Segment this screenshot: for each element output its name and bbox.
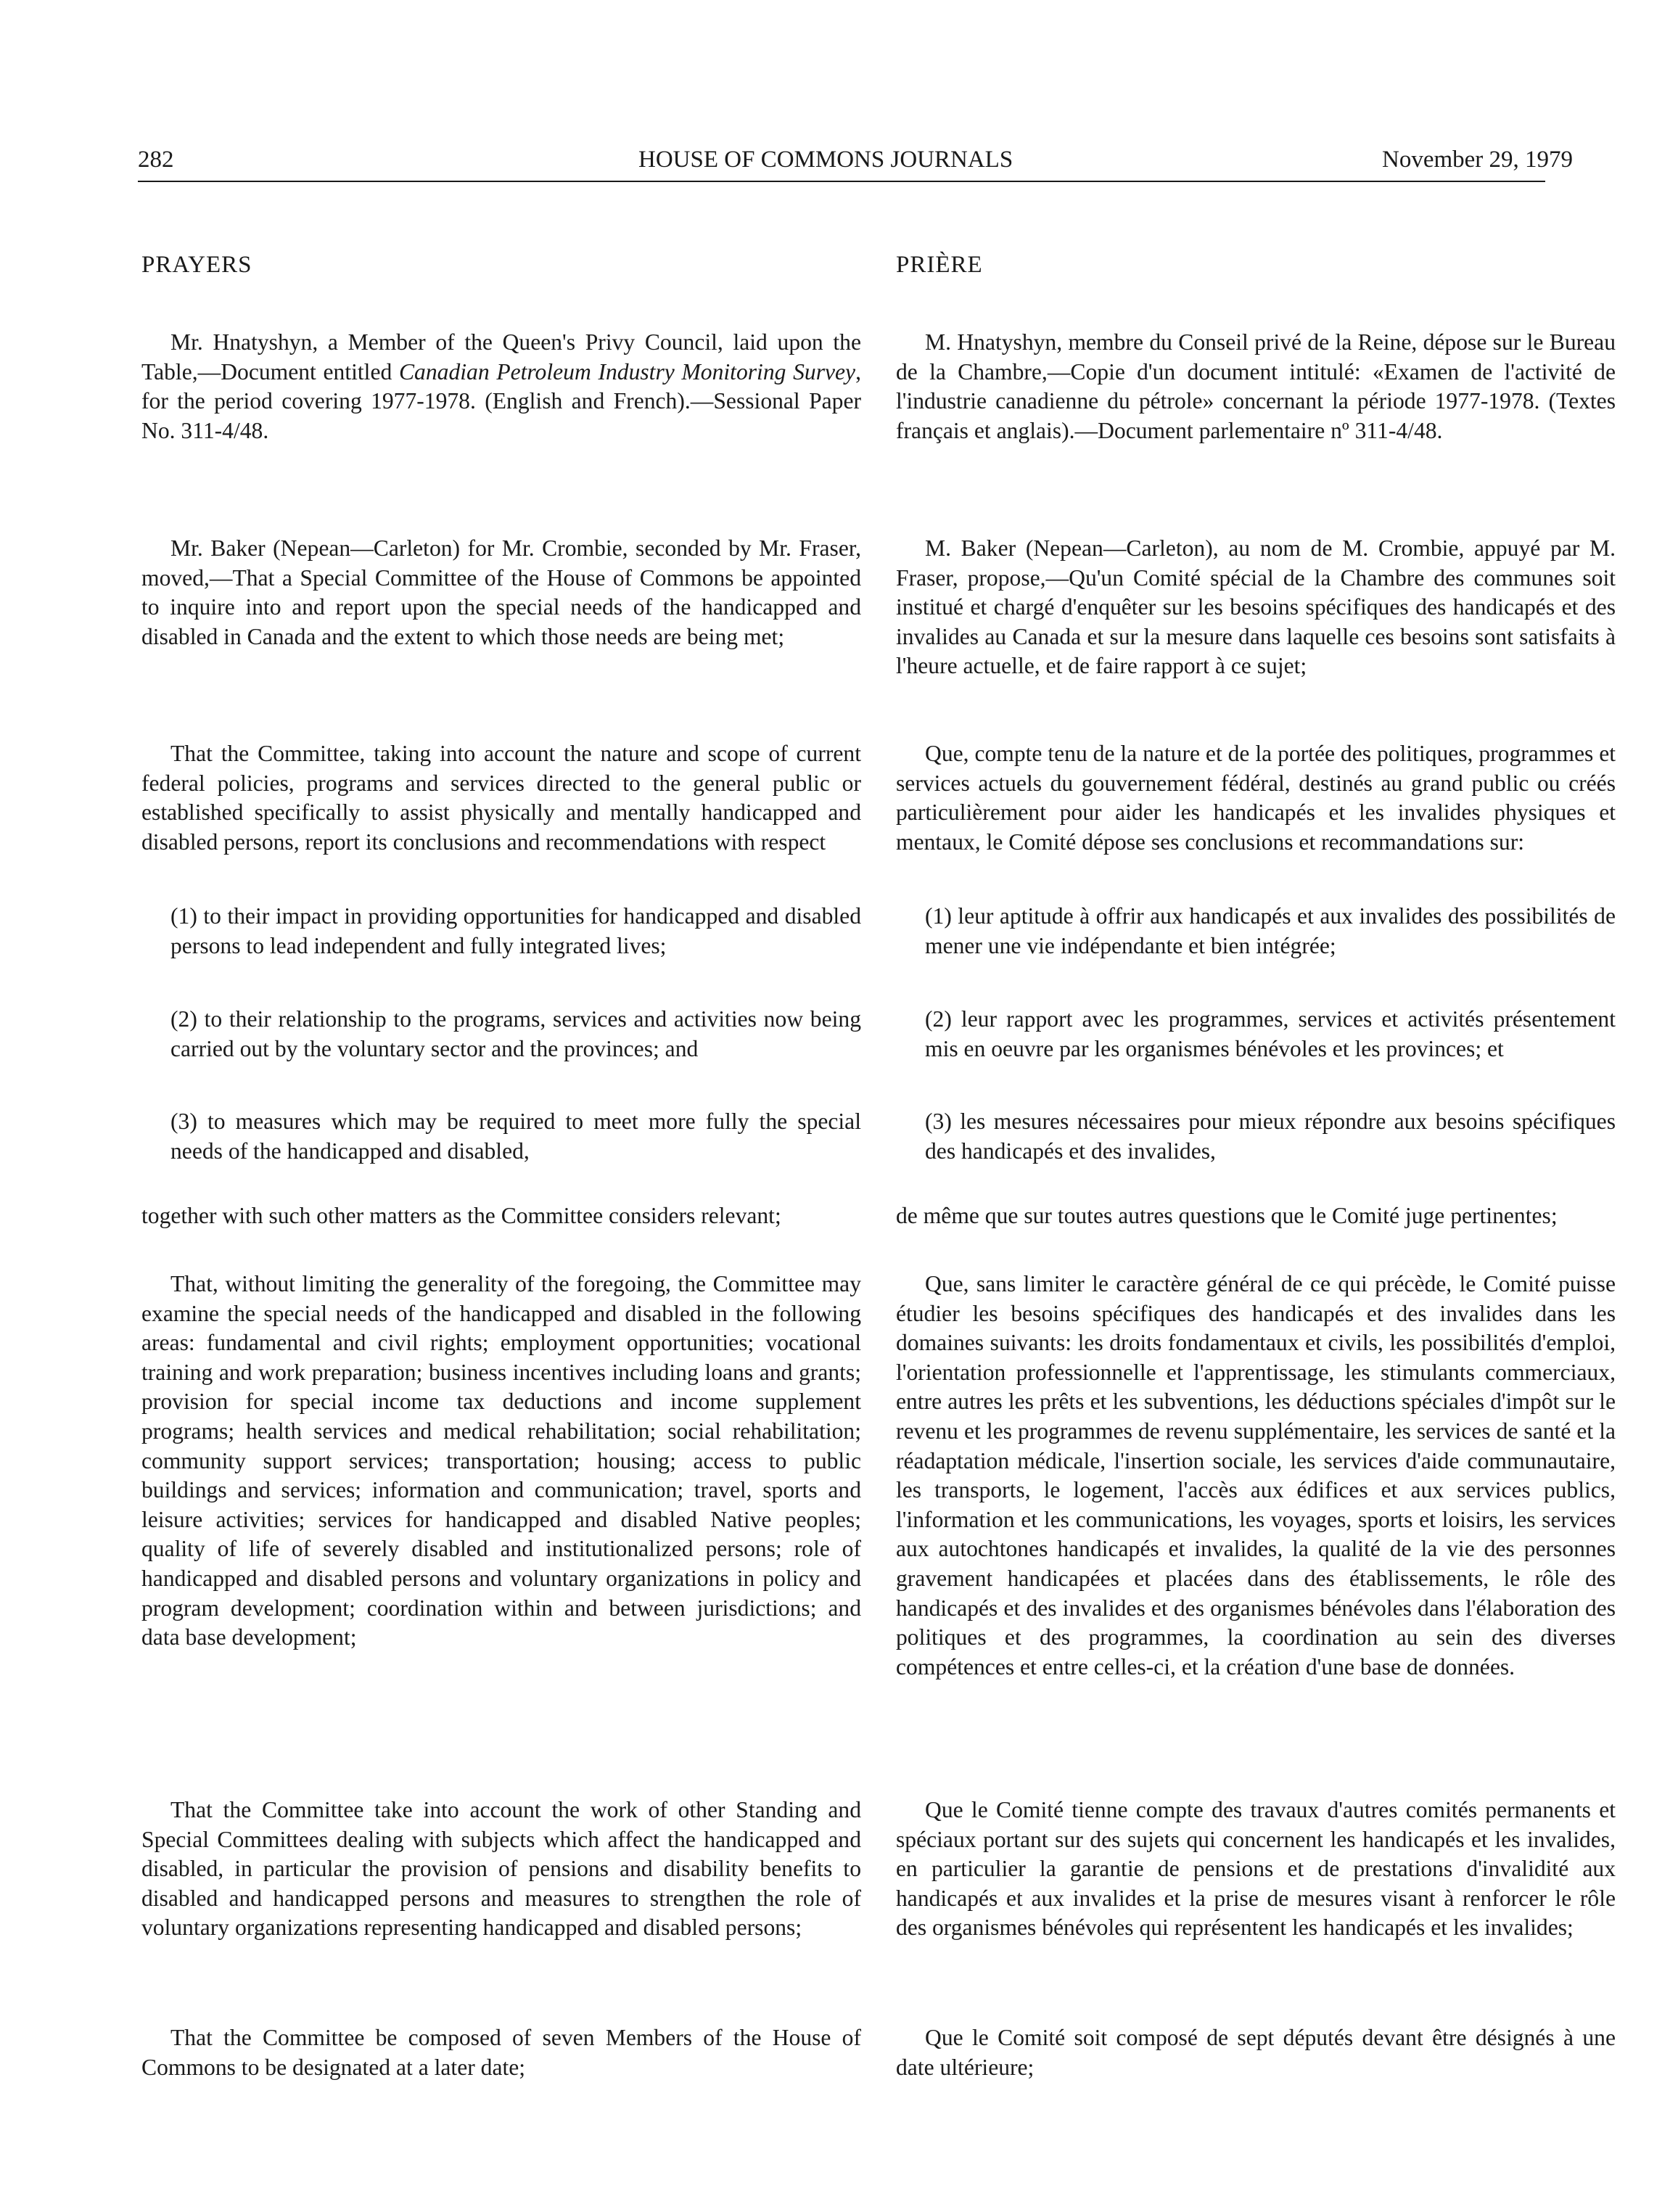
- header-rule: [138, 181, 1545, 182]
- english-composition-paragraph: That the Committee be composed of seven Members of the House of Commons to be designated at a later date;: [141, 2025, 861, 2080]
- english-work-paragraph: That the Committee take into account the work of other Standing and Special Committees dealing with subjects which affect the handicapped and disabled, in particular the provision of pensions and disability benefits to disabled and handicapped persons and measures to strengthen the role of voluntary organizations representing handicapped and disabled persons;: [141, 1797, 861, 1941]
- french-motion-paragraph: M. Baker (Nepean—Carleton), au nom de M. Crombie, appuyé par M. Fraser, propose,—Qu'un Comité spécial de la Chambre des communes soit institué et chargé d'enquêter sur les besoins spécifiques des handicapés et des invalides au Canada et sur la mesure dans laquelle ces besoins sont satisfaits à l'heure actuelle, et de faire rapport à ce sujet;: [896, 535, 1616, 679]
- tabling-text-end: , for the period covering 1977-1978. (English and French).—Sessional Paper No. 311-4/48.: [141, 358, 861, 443]
- french-composition-paragraph: Que le Comité soit composé de sept députés devant être désignés à une date ultérieure;: [896, 2025, 1616, 2080]
- french-work-paragraph: Que le Comité tienne compte des travaux d'autres comités permanents et spéciaux portant sur des sujets qui concernent les handicapés et les invalides, en particulier la garantie de pensions et de prestations d'invalidité aux handicapés et aux invalides et la prise de mesures visant à renforcer le rôle des organismes bénévoles qui représentent les handicapés et les invalides;: [896, 1797, 1616, 1941]
- french-heading: PRIÈRE: [896, 252, 983, 278]
- english-committee-paragraph: That the Committee, taking into account the nature and scope of current federal policies, programs and services directed to the general public or established specifically to assist physically and mentally handicapped and disabled persons, report its conclusions and recommendations with respect: [141, 741, 861, 855]
- french-tabling-paragraph: M. Hnatyshyn, membre du Conseil privé de la Reine, dépose sur le Bureau de la Chambre,—Copie d'un document intitulé: «Examen de l'activité de l'industrie canadienne du pétrole» concernant la période 1977-1978. (Textes français et anglais).—Document parlementaire nº 311-4/48.: [896, 329, 1616, 443]
- english-heading: PRAYERS: [141, 252, 252, 278]
- english-motion-paragraph: Mr. Baker (Nepean—Carleton) for Mr. Crombie, seconded by Mr. Fraser, moved,—That a Special Committee of the House of Commons be appointed to inquire into and report upon the special needs of the handicapped and disabled in Canada and the extent to which those needs are being met;: [141, 535, 861, 649]
- english-item-2: (2) to their relationship to the programs, services and activities now being carried out by the voluntary sector and the provinces; and: [170, 1006, 861, 1061]
- document-title: Canadian Petroleum Industry Monitoring Survey: [398, 358, 856, 385]
- journal-title: HOUSE OF COMMONS JOURNALS: [638, 147, 1013, 173]
- tabling-text-start: Mr. Hnatyshyn, a Member of the Queen's Privy Council, laid upon the Table,—Document entitled: [141, 329, 861, 385]
- french-together-paragraph: de même que sur toutes autres questions que le Comité juge pertinentes;: [896, 1203, 1558, 1228]
- french-item-3: (3) les mesures nécessaires pour mieux répondre aux besoins spécifiques des handicapés et des invalides,: [925, 1109, 1616, 1164]
- english-together-paragraph: together with such other matters as the Committee considers relevant;: [141, 1203, 781, 1228]
- page-number: 282: [138, 147, 174, 173]
- header-date: November 29, 1979: [1382, 147, 1574, 173]
- french-item-1: (1) leur aptitude à offrir aux handicapés et aux invalides des possibilités de mener une vie indépendante et bien intégrée;: [925, 903, 1616, 958]
- french-item-2: (2) leur rapport avec les programmes, services et activités présentement mis en oeuvre par les organismes bénévoles et les provinces; et: [925, 1006, 1616, 1061]
- french-generality-paragraph: Que, sans limiter le caractère général de ce qui précède, le Comité puisse étudier les besoins spécifiques des handicapés et des invalides dans les domaines suivants: les droits fondamentaux et civils, les possibilités d'emploi, l'orientation professionnelle et l'apprentissage, les stimulants commerciaux, entre autres les prêts et les subventions, les déductions spéciales d'impôt sur le revenu et les programmes de revenu supplémentaire, les services de santé et la réadaptation médicale, l'insertion sociale, les services d'aide communautaire, les transports, le logement, l'accès aux édifices et aux services publics, l'information et les communications, les voyages, sports et loisirs, les services aux autochtones handicapés et invalides, la qualité de la vie des personnes gravement handicapées et placées dans des établissements, le rôle des handicapés et des invalides et des organismes bénévoles dans l'élaboration des politiques et des programmes, la coordination au sein des diverses compétences et entre celles-ci, et la création d'une base de données.: [896, 1271, 1616, 1679]
- english-item-1: (1) to their impact in providing opportunities for handicapped and disabled persons to lead independent and fully integrated lives;: [170, 903, 861, 958]
- english-generality-paragraph: That, without limiting the generality of the foregoing, the Committee may examine the special needs of the handicapped and disabled in the following areas: fundamental and civil rights; employment opportunities; vocational training and work preparation; business incentives including loans and grants; provision for special income tax deductions and income supplement programs; health services and medical rehabilitation; social rehabilitation; community support services; transportation; housing; access to public buildings and services; information and communication; travel, sports and leisure activities; services for handicapped and disabled Native peoples; quality of life of severely disabled and institutionalized persons; role of handicapped and disabled persons and voluntary organizations in policy and program development; coordination within and between jurisdictions; and data base development;: [141, 1271, 861, 1650]
- english-tabling-paragraph: [141, 328, 861, 445]
- english-item-3: (3) to measures which may be required to meet more fully the special needs of the handicapped and disabled,: [170, 1109, 861, 1164]
- french-committee-paragraph: Que, compte tenu de la nature et de la portée des politiques, programmes et services actuels du gouvernement fédéral, destinés au grand public ou créés particulièrement pour aider les handicapés et les invalides physiques et mentaux, le Comité dépose ses conclusions et recommandations sur:: [896, 741, 1616, 855]
